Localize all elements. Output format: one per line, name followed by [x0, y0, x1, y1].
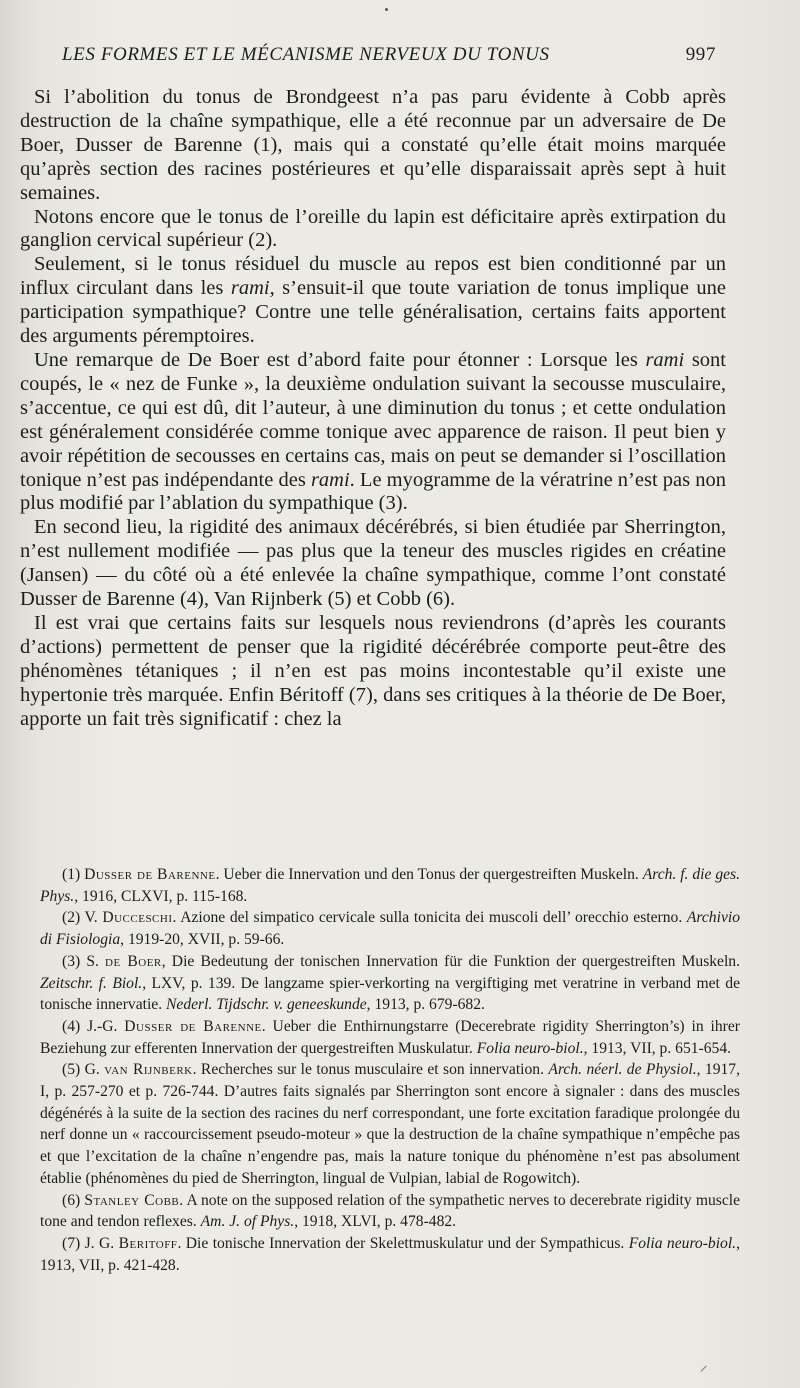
- author-name: Stanley Cobb: [84, 1191, 180, 1209]
- journal-title: Zeitschr. f. Biol.: [40, 974, 143, 992]
- paragraph-text: Si l’abolition du tonus de Brondgeest n’a pas paru évidente à Cobb après destruction de la chaîne sympathique, elle a été reconnue par un adversaire de De Boer, Dusser de Barenne (1), mais qui a constaté qu’elle était moins marquée qu’après section des racines postérieures et qu’elle disparaissait après sept à huit semaines.: [20, 86, 726, 204]
- footnote: [40, 864, 740, 907]
- paragraph-text: , s’ensuit-il que toute variation de tonus implique une participation sympathique? Contre une telle généralisation, certains faits apportent des arguments péremptoires.: [20, 277, 726, 348]
- journal-title: Folia neuro-biol.: [476, 1039, 584, 1057]
- footnote-text: , Die Bedeutung der tonischen Innervation für die Funktion der quergestreiften Muskeln.: [161, 952, 741, 970]
- journal-title: Am. J. of Phys.: [200, 1213, 295, 1231]
- author-name: van Rijnberk: [104, 1061, 193, 1079]
- footnote-number: (1): [62, 866, 85, 883]
- page-header: [62, 44, 716, 66]
- paragraph: [20, 516, 726, 612]
- paragraph: [20, 253, 726, 349]
- footnote-text: , 1919-20, XVII, p. 59-66.: [120, 931, 285, 949]
- footnote: [40, 1059, 740, 1189]
- paragraph-text: Il est vrai que certains faits sur lesquels nous reviendrons (d’après les courants d’actions) permettent de penser que la rigidité décérébrée comporte peut-être des phénomènes tétaniques ; il n’en est pas moins incontestable qu’il existe une hypertonie très marquée. Enfin Béritoff (7), dans ses critiques à la théorie de De Boer, apporte un fait très significatif : chez la: [20, 611, 726, 730]
- print-speck: [385, 8, 388, 11]
- italic-term: rami: [645, 348, 685, 371]
- footnote-number: (6): [62, 1191, 85, 1209]
- italic-term: rami: [230, 277, 270, 300]
- author-name: Dusser de Barenne: [84, 866, 216, 883]
- running-head: LES FORMES ET LE MÉCANISME NERVEUX DU TONUS: [62, 44, 550, 65]
- footnote-text: . Azione del simpatico cervicale sulla tonicita dei muscoli dell’ orecchio esterno.: [172, 909, 687, 927]
- footnotes: [40, 864, 740, 1276]
- footnote: [40, 951, 740, 1016]
- paragraph-text: . Le myogramme de la vératrine n’est pas non plus modifié par l’ablation du sympathique (3).: [20, 468, 726, 515]
- footnote-text: . Recherches sur le tonus musculaire et son innervation.: [192, 1061, 549, 1079]
- footnote-text: , 1913, VII, p. 421-428.: [40, 1234, 740, 1274]
- pencil-mark: [700, 1365, 707, 1372]
- footnote: [40, 1190, 740, 1233]
- footnote: [40, 1016, 740, 1059]
- footnote-text: . Die tonische Innervation der Skelettmuskulatur und der Sympathicus.: [177, 1234, 629, 1252]
- paragraph-text: sont coupés, le « nez de Funke », la deuxième ondulation suivant la secousse musculaire, s’accentue, ce qui est dû, dit l’auteur, à une diminution du tonus ; et cette ondulation est généralement considérée comme tonique avec apparence de raison. Il peut bien y avoir répétition de secousses en certains cas, mais on peut se demander si l’oscillation tonique n’est pas indépendante des: [20, 348, 726, 491]
- paragraph-text: Une remarque de De Boer est d’abord faite pour étonner : Lorsque les: [34, 348, 646, 371]
- journal-title: Nederl. Tijdschr. v. geneeskunde: [166, 996, 367, 1014]
- footnote-number: (5) G.: [62, 1061, 105, 1079]
- italic-term: rami: [310, 468, 350, 491]
- paragraph-text: Notons encore que le tonus de l’oreille du lapin est déficitaire après extirpation du ganglion cervical supérieur (2).: [20, 205, 726, 252]
- footnote: [40, 1233, 740, 1276]
- paragraph: [20, 206, 726, 254]
- footnote-text: , 1913, VII, p. 651-654.: [583, 1039, 732, 1057]
- author-name: Dusser de Barenne: [124, 1017, 262, 1035]
- page-number: 997: [685, 44, 716, 65]
- author-name: de Boer: [105, 952, 162, 970]
- footnote-number: (7) J. G.: [62, 1234, 119, 1252]
- journal-title: Arch. néerl. de Physiol.: [548, 1061, 697, 1079]
- footnote-text: , 1916, CLXVI, p. 115-168.: [74, 887, 248, 905]
- footnote-number: (2) V.: [62, 909, 103, 927]
- paragraph-text: Seulement, si le tonus résiduel du muscle au repos est bien conditionné par un influx circulant dans les: [20, 253, 726, 300]
- journal-title: Folia neuro-biol.: [628, 1234, 737, 1252]
- journal-title: Archivio di Fisiologia: [40, 909, 740, 949]
- paragraph: [20, 86, 726, 206]
- footnote-text: , 1918, XLVI, p. 478-482.: [294, 1213, 457, 1231]
- paragraph-text: En second lieu, la rigidité des animaux décérébrés, si bien étudiée par Sherrington, n’est nullement modifiée — pas plus que la teneur des muscles rigides en créatine (Jansen) — du côté où a été enlevée la chaîne sympathique, comme l’ont constaté Dusser de Barenne (4), Van Rijnberk (5) et Cobb (6).: [20, 516, 726, 611]
- paragraph: [20, 612, 726, 732]
- footnote: [40, 907, 740, 950]
- footnote-text: , 1917, I, p. 257-270 et p. 726-744. D’autres faits signalés par Sherrington sont encore à signaler : dans des muscles dégénérés à la suite de la section des racines du nerf correspondant, une forte excitation faradique prolongée du nerf donne un « raccourcissement pseudo-moteur » que la destruction de la chaîne sympathique n’empêche pas et que l’excitation de la chaîne n’engendre pas, mais la nature tonique du phénomène n’est pas absolument établie (phénomènes du pied de Sherrington, lingual de Vulpian, labial de Rogowitch).: [40, 1061, 741, 1187]
- footnote-text: . Ueber die Enthirnungstarre (Decerebrate rigidity Sherrington’s) in ihrer Beziehung zur efferenten Innervation der quergestreiften Muskulatur.: [40, 1017, 740, 1057]
- author-name: Ducceschi: [102, 909, 173, 927]
- footnote-text: , LXV, p. 139. De langzame spier-verkorting na vergiftiging met veratrine in verband met de tonische innervatie.: [40, 974, 740, 1014]
- author-name: Beritoff: [118, 1234, 178, 1252]
- footnote-number: (4) J.-G.: [62, 1017, 125, 1035]
- footnote-number: (3) S.: [62, 952, 106, 970]
- paragraph: [20, 349, 726, 516]
- footnote-text: , 1913, p. 679-682.: [366, 996, 485, 1014]
- footnote-text: . A note on the supposed relation of the sympathetic nerves to decerebrate rigidity muscle tone and tendon reflexes.: [40, 1191, 740, 1231]
- footnote-text: . Ueber die Innervation und den Tonus der quergestreiften Muskeln.: [215, 866, 643, 883]
- journal-title: Arch. f. die ges. Phys.: [40, 866, 740, 905]
- body-text: [20, 86, 726, 731]
